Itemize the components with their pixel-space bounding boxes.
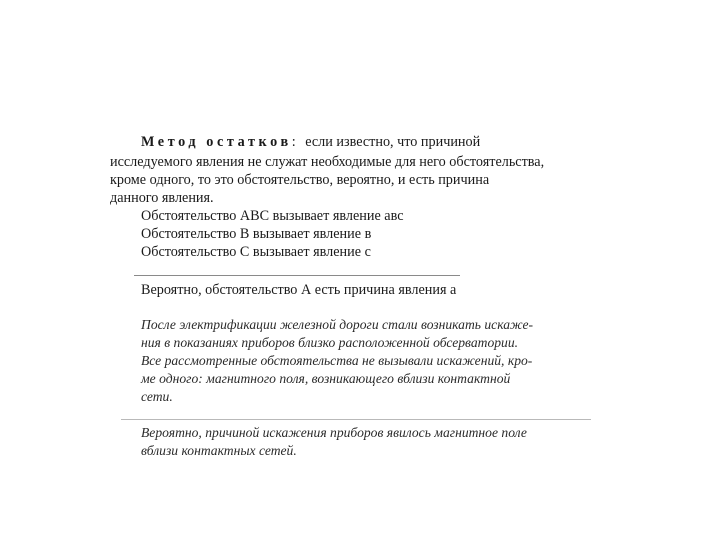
- definition-line-4: данного явления.: [110, 190, 214, 206]
- definition-line-1: если известно, что причиной: [305, 134, 481, 150]
- premise-c: Обстоятельство С вызывает явление с: [141, 244, 371, 260]
- method-heading-line: [141, 134, 480, 151]
- premise-b: Обстоятельство В вызывает явление в: [141, 226, 372, 242]
- definition-line-2: исследуемого явления не служат необходимые для него обстоятельства,: [110, 154, 545, 170]
- example-line-4: ме одного: магнитного поля, возникающего вблизи контактной: [141, 371, 511, 386]
- method-term: Метод остатков: [141, 134, 292, 150]
- method-colon: :: [291, 134, 296, 150]
- example-conclusion-line-1: Вероятно, причиной искажения приборов явилось магнитное поле: [141, 425, 527, 440]
- example-conclusion-line-2: вблизи контактных сетей.: [141, 443, 297, 458]
- conclusion-divider: [134, 275, 460, 276]
- example-line-3: Все рассмотренные обстоятельства не вызывали искажений, кро-: [141, 353, 533, 368]
- premise-abc: Обстоятельство АВС вызывает явление авс: [141, 208, 404, 224]
- example-divider: [121, 419, 591, 420]
- example-line-5: сети.: [141, 389, 173, 404]
- example-line-2: ния в показаниях приборов близко расположенной обсерватории.: [141, 335, 519, 350]
- example-line-1: После электрификации железной дороги стали возникать искаже-: [141, 317, 534, 332]
- definition-line-3: кроме одного, то это обстоятельство, вероятно, и есть причина: [110, 172, 490, 188]
- schema-conclusion: Вероятно, обстоятельство А есть причина явления а: [141, 282, 457, 298]
